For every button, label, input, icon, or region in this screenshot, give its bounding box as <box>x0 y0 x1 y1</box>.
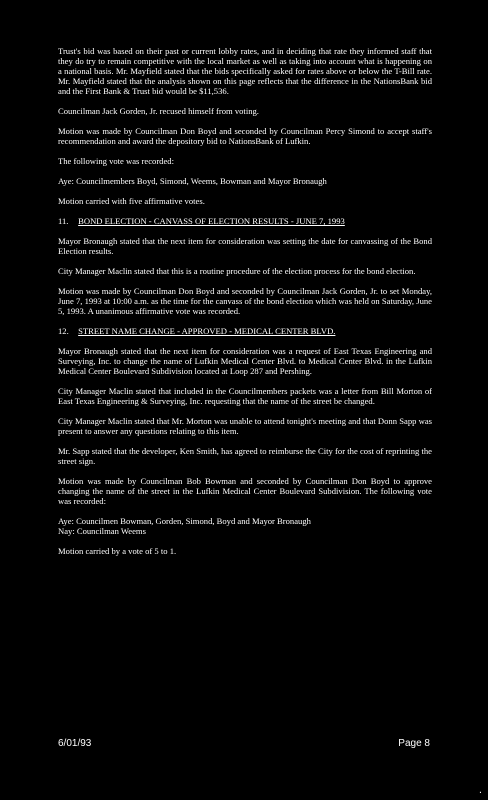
vote-record: Aye: Councilmembers Boyd, Simond, Weems, Bowman and Mayor Bronaugh <box>58 176 327 186</box>
scan-corner-mark: . <box>478 785 482 796</box>
paragraph: Mayor Bronaugh stated that the next item for consideration was setting the date for canvassing of the Bond Election results. <box>58 236 432 256</box>
footer-date: 6/01/93 <box>58 738 92 749</box>
section-heading <box>58 326 432 336</box>
section-title: BOND ELECTION - CANVASS OF ELECTION RESULTS - JUNE 7, 1993 <box>78 216 345 226</box>
vote-aye: Aye: Councilmen Bowman, Gorden, Simond, Boyd and Mayor Bronaugh <box>58 516 311 526</box>
motion-result: Motion carried by a vote of 5 to 1. <box>58 546 177 556</box>
paragraph: Trust's bid was based on their past or current lobby rates, and in deciding that rate they informed staff that they do try to remain competitive with the local market as well as taking into account what is happening on a national basis. Mr. Mayfield stated that the bids specifically asked for rates above or below the T-Bill rate. Mr. Mayfield stated that the analysis shown on this page reflects that the difference in the NationsBank bid and the First Bank & Trust bid would be $11,536. <box>58 46 432 96</box>
paragraph: Motion was made by Councilman Don Boyd and seconded by Councilman Jack Gorden, Jr. to set Monday, June 7, 1993 at 10:00 a.m. as the time for the canvass of the bond election which was held on Saturday, June 5, 1993. A unanimous affirmative vote was recorded. <box>58 286 432 316</box>
paragraph: The following vote was recorded: <box>58 156 174 166</box>
section-number: 11. <box>58 216 69 226</box>
paragraph: Motion was made by Councilman Bob Bowman and seconded by Councilman Don Boyd to approve changing the name of the street in the Lufkin Medical Center Boulevard Subdivision. The following vote was recorded: <box>58 476 432 506</box>
paragraph: City Manager Maclin stated that Mr. Morton was unable to attend tonight's meeting and that Donn Sapp was present to answer any questions relating to this item. <box>58 416 432 436</box>
section-heading <box>58 216 432 226</box>
paragraph: Councilman Jack Gorden, Jr. recused himself from voting. <box>58 106 259 116</box>
paragraph: Mayor Bronaugh stated that the next item for consideration was a request of East Texas Engineering and Surveying, Inc. to change the name of Lufkin Medical Center Blvd. to Medical Center Blvd. in the Lufkin Medical Center Boulevard Subdivision located at Loop 287 and Pershing. <box>58 346 432 376</box>
vote-nay: Nay: Councilman Weems <box>58 526 146 536</box>
paragraph: City Manager Maclin stated that this is a routine procedure of the election process for the bond election. <box>58 266 416 276</box>
paragraph: Mr. Sapp stated that the developer, Ken Smith, has agreed to reimburse the City for the cost of reprinting the street sign. <box>58 446 432 466</box>
paragraph: Motion carried with five affirmative votes. <box>58 196 205 206</box>
paragraph: City Manager Maclin stated that included in the Councilmembers packets was a letter from Bill Morton of East Texas Engineering & Surveying, Inc. requesting that the name of the street be changed. <box>58 386 432 406</box>
paragraph: Motion was made by Councilman Don Boyd and seconded by Councilman Percy Simond to accept staff's recommendation and award the depository bid to NationsBank of Lufkin. <box>58 126 432 146</box>
document-page <box>58 46 432 566</box>
section-number: 12. <box>58 326 69 336</box>
section-title: STREET NAME CHANGE - APPROVED - MEDICAL CENTER BLVD. <box>78 326 336 336</box>
page-number: Page 8 <box>398 738 430 749</box>
